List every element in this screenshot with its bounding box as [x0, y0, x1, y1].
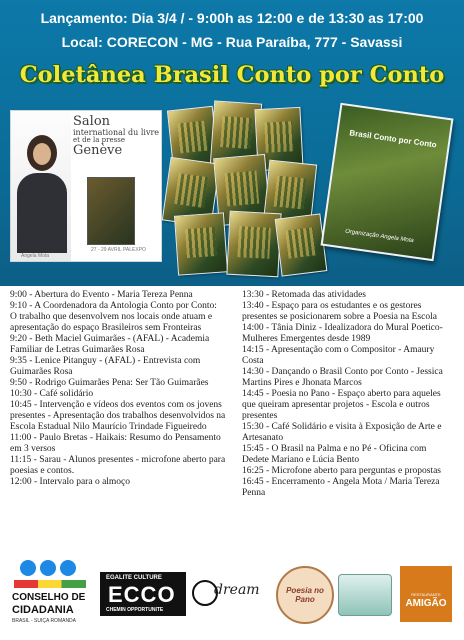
schedule-item: 14:15 - Apresentação com o Compositor - Amaury Costa: [242, 345, 435, 366]
book-cover: [226, 211, 281, 278]
amigao-logo: RESTAURANTE AMIGÃO: [400, 566, 452, 622]
schedule-item: 15:30 - Café Solidário e visita à Exposição de Arte e Artesanato: [242, 422, 442, 443]
dream-logo-text: dream: [214, 582, 260, 598]
schedule-item: 9:50 - Rodrigo Guimarães Pena: Ser Tão Guimarães: [10, 378, 209, 388]
sponsor-logos: [0, 552, 464, 640]
book-cover-small: [87, 177, 135, 245]
featured-book-organizer: Organização Angela Mota: [344, 228, 415, 245]
schedule-item: 9:35 - Lenice Pitanguy - (AFAL) - Entrevista com Guimarães Rosa: [10, 356, 201, 377]
schedule-morning: [10, 290, 226, 488]
conselho-dot-icon: [60, 560, 76, 576]
launch-date-line: Lançamento: Dia 3/4 / - 9:00h as 12:00 e de 13:30 as 17:00: [40, 10, 424, 26]
salon-date: 27 - 29 AVRIL PALEXPO: [91, 247, 146, 253]
featured-book-title: Brasil Conto por Conto: [348, 128, 438, 150]
landscape-logo: [338, 574, 392, 616]
schedule-item: 14:30 - Dançando o Brasil Conto por Conto - Jessica Martins Pires e Jhonata Marcos: [242, 367, 443, 388]
salon-geneve-card: [10, 110, 162, 262]
schedule-item: 9:20 - Beth Maciel Guimarães - (AFAL) - Academia Familiar de Letras Guimarães Rosa: [10, 334, 210, 355]
schedule-item: 9:00 - Abertura do Evento - Maria Tereza Penna: [10, 290, 193, 300]
conselho-stripe: [14, 580, 86, 588]
book-cover: [174, 212, 228, 275]
schedule-item: 14:00 - Tânia Diniz - Idealizadora do Mural Poetico- Mulheres Emergentes desde 1989: [242, 323, 443, 344]
schedule-item: 16:45 - Encerramento - Angela Mota / Maria Tereza Penna: [242, 477, 440, 498]
schedule-item: 9:10 - A Coordenadora da Antologia Conto por Conto: O trabalho que desenvolvem nos locais onde atuam e apresentação do espaço Brasileiros sem Fronteiras: [10, 301, 217, 333]
salon-logo-text: Salon international du livre et de la presse Genève: [73, 114, 160, 159]
schedule-item: 11:15 - Sarau - Alunos presentes - microfone aberto para poesias e contos.: [10, 455, 226, 476]
poster-title: Coletânea Brasil Conto por Conto: [19, 62, 445, 88]
schedule-item: 10:45 - Intervenção e vídeos dos eventos com os jovens presentes - Apresentação dos trabalhos desenvolvidos na Escola Estadual Nilo Maurício Trindade Figueiredo: [10, 400, 226, 432]
conselho-line2: CIDADANIA: [12, 604, 74, 616]
schedule-item: 13:30 - Retomada das atividades: [242, 290, 366, 300]
ecco-logo: EGALITE CULTURE ECCO CHEMIN OPPORTUNITE: [100, 572, 186, 616]
poesia-no-pano-logo: Poesia no Pano: [276, 566, 334, 624]
conselho-line1: CONSELHO DE: [12, 592, 86, 603]
conselho-line3: BRASIL - SUIÇA ROMANDA: [12, 618, 76, 624]
conselho-dot-icon: [20, 560, 36, 576]
location-line: Local: CORECON - MG - Rua Paraíba, 777 - Savassi: [61, 34, 403, 50]
schedule-item: 14:45 - Poesia no Pano - Espaço aberto para aqueles que queiram apresentar projetos - Escola e outros presentes: [242, 389, 441, 421]
author-portrait: [11, 111, 71, 261]
schedule-item: 13:40 - Espaço para os estudantes e os gestores presentes se posicionarem sobre a Poesia na Escola: [242, 301, 437, 322]
conselho-dot-icon: [40, 560, 56, 576]
featured-book-cover: [321, 103, 454, 261]
schedule-item: 10:30 - Café solidário: [10, 389, 94, 399]
schedule-item: 11:00 - Paulo Bretas - Haikais: Resumo do Pensamento em 3 versos: [10, 433, 221, 454]
schedule-afternoon: [242, 290, 454, 499]
portrait-name: Angela Mota: [21, 253, 50, 259]
schedule-item: 12:00 - Intervalo para o almoço: [10, 477, 131, 487]
schedule-item: 16:25 - Microfone aberto para perguntas e propostas: [242, 466, 441, 476]
schedule-item: 15:45 - O Brasil na Palma e no Pé - Oficina com Dedete Mariano e Lúcia Bento: [242, 444, 427, 465]
